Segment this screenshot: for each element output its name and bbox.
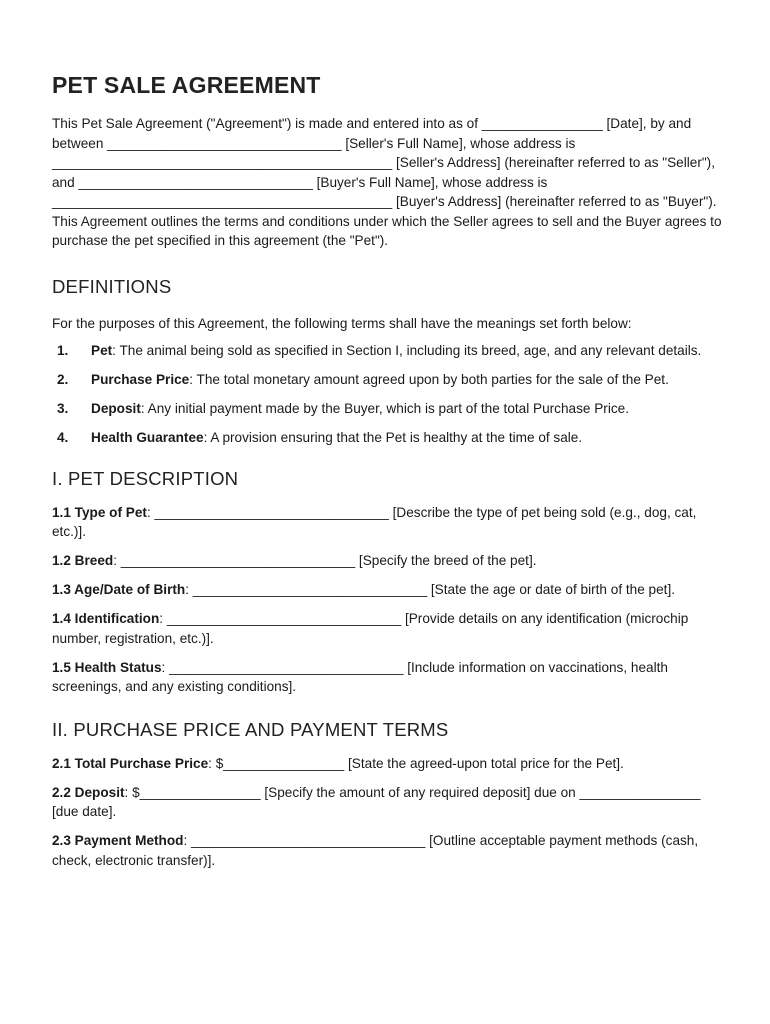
clause-1-1	[52, 503, 724, 542]
clause-label: 1.1 Type of Pet	[52, 504, 147, 520]
definition-text: : A provision ensuring that the Pet is healthy at the time of sale.	[203, 430, 583, 445]
definition-number: 2.	[57, 372, 69, 387]
clause-label: 2.3 Payment Method	[52, 833, 184, 848]
intro-paragraph: This Pet Sale Agreement ("Agreement") is made and entered into as of ________________ [Date], by and between _______________________________ [Seller's Full Name], whose address is _____________________________________________ [Seller's Address] (hereinafter referred to as "Seller"), and _______________________________ [Buyer's Full Name], whose address is _____________________________________________ [Buyer's Address] (hereinafter referred to as "Buyer"). This Agreement outlines the terms and conditions under which the Seller agrees to sell and the Buyer agrees to purchase the pet specified in this agreement (the "Pet").	[52, 116, 722, 248]
definitions-heading: DEFINITIONS	[52, 275, 172, 297]
clause-text: : $________________ [Specify the amount of any required deposit] due on ________________ [due date].	[52, 784, 701, 819]
clause-text: : _______________________________ [Outline acceptable payment methods (cash, check, electronic transfer)].	[52, 833, 699, 868]
clause-label: 2.2 Deposit	[52, 784, 125, 800]
clause-1-5	[52, 658, 724, 697]
definition-item	[52, 370, 724, 390]
clause-2-2	[52, 783, 724, 822]
clause-label: 1.5 Health Status	[52, 659, 162, 675]
pet-description-heading: I. PET DESCRIPTION	[52, 467, 239, 489]
clause-label: 1.4 Identification	[52, 611, 160, 626]
clause-text: : _______________________________ [Describe the type of pet being sold (e.g., dog, cat, etc.)].	[52, 504, 697, 539]
definition-text: : The total monetary amount agreed upon by both parties for the sale of the Pet.	[189, 372, 669, 387]
clause-label: 2.1 Total Purchase Price	[52, 755, 209, 771]
definition-term: Health Guarantee	[91, 430, 204, 445]
clause-1-4	[52, 609, 724, 648]
clause-text: : _______________________________ [Provide details on any identification (microchip number, registration, etc.)].	[52, 611, 689, 646]
definition-text: : The animal being sold as specified in Section I, including its breed, age, and any relevant details.	[112, 343, 702, 358]
clause-2-3	[52, 831, 724, 870]
document-page	[52, 70, 724, 870]
clause-label: 1.3 Age/Date of Birth	[52, 582, 186, 597]
definitions-list	[52, 341, 724, 448]
definition-item	[52, 399, 724, 419]
definition-item	[52, 428, 724, 448]
document-title: PET SALE AGREEMENT	[52, 72, 321, 98]
clause-text: : _______________________________ [Specify the breed of the pet].	[113, 553, 537, 568]
clause-text: : $________________ [State the agreed-upon total price for the Pet].	[208, 755, 624, 771]
clause-2-1	[52, 754, 724, 774]
clause-label: 1.2 Breed	[52, 553, 114, 568]
definition-term: Purchase Price	[91, 372, 190, 387]
clause-text: : _______________________________ [Include information on vaccinations, health screenings, and any existing conditions].	[52, 659, 668, 694]
definitions-lead: For the purposes of this Agreement, the following terms shall have the meanings set forth below:	[52, 315, 632, 331]
definition-number: 4.	[57, 430, 69, 445]
definition-text: : Any initial payment made by the Buyer, which is part of the total Purchase Price.	[140, 401, 629, 416]
clause-1-2	[52, 551, 724, 571]
definition-number: 3.	[57, 401, 69, 416]
clause-1-3	[52, 580, 724, 600]
definition-term: Pet	[91, 343, 113, 358]
definition-number: 1.	[57, 343, 69, 358]
clause-text: : _______________________________ [State the age or date of birth of the pet].	[185, 582, 675, 597]
definition-term: Deposit	[91, 401, 141, 416]
definition-item	[52, 341, 724, 361]
payment-terms-heading: II. PURCHASE PRICE AND PAYMENT TERMS	[52, 718, 449, 740]
